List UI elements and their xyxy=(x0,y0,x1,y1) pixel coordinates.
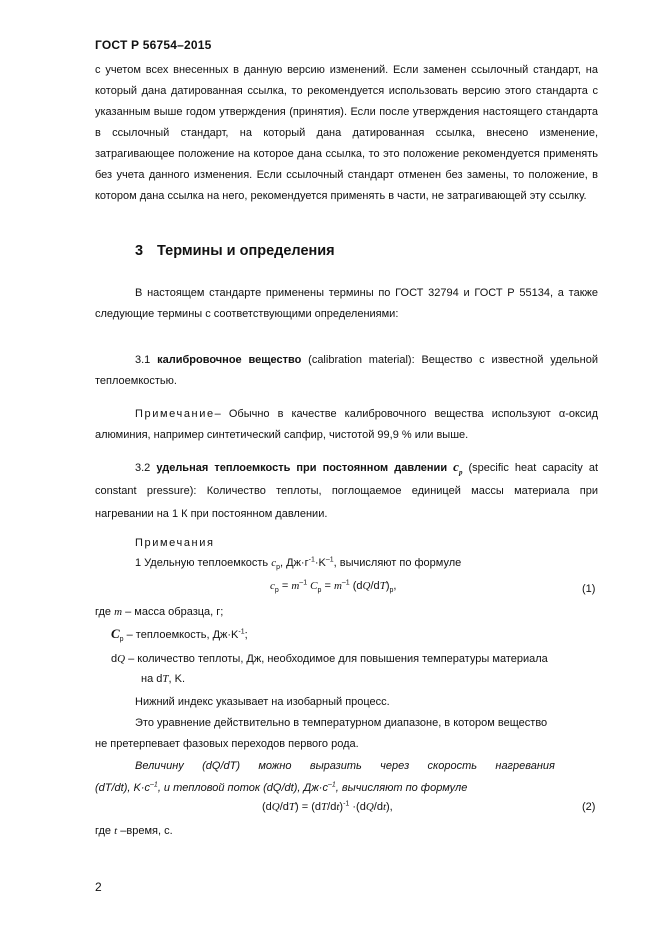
notes-heading: Примечания xyxy=(135,537,215,549)
equation-1: $c_p = m^{-1}$ $C_p = m^{-1}$ $(dQ/dT)_p$, xyxy=(270,579,397,595)
term-3-2-term: удельная теплоемкость при постоянном давлении xyxy=(156,462,448,474)
where-dQ-cont: на dT, K. xyxy=(141,673,186,685)
equation-1-number: (1) xyxy=(582,583,596,595)
note-3-1 xyxy=(95,404,598,446)
note-3-1-label: Примечание xyxy=(135,408,215,420)
where-t: где t –время, с. xyxy=(95,825,173,837)
where-dQ: dQ – количество теплоты, Дж, необходимое для повышения температуры материала xyxy=(111,653,548,665)
term-3-1-english: (calibration material) xyxy=(308,354,412,366)
equation-2-number: (2) xyxy=(582,801,596,813)
note-3-1-dash: – xyxy=(214,408,221,420)
where-m: где m – масса образца, г; xyxy=(95,606,224,618)
document-header: ГОСТ Р 56754–2015 xyxy=(95,38,212,52)
validity-line-1: Это уравнение действительно в температурном диапазоне, в котором вещество xyxy=(135,717,548,729)
term-3-2 xyxy=(95,455,598,526)
validity-line-2: не претерпевает фазовых переходов первого рода. xyxy=(95,738,359,750)
section-number: 3 xyxy=(135,243,144,259)
term-3-1 xyxy=(95,350,598,392)
section-title: Термины и определения xyxy=(157,243,335,259)
note-1: 1 Удельную теплоемкость $c_p$, $Дж\cdot г^{-1}\cdot K^{-1}$, вычисляют по формуле xyxy=(135,556,462,572)
note-3-1-text: Обычно в качестве калибровочного вещества используют α-оксид алюминия, например синтетический сапфир, чистотой 99,9 % или выше. xyxy=(95,408,598,441)
intro-paragraph: с учетом всех внесенных в данную версию изменений. Если заменен ссылочный стандарт, на который дана датированная ссылка, то рекомендуется использовать версию этого стандарта с указанным выше годом утверждения (принятия). Если после утверждения настоящего стандарта в ссылочный стандарт, на который дана датированная ссылка, внесено изменение, затрагивающее положение на которое дана ссылка, то это положение рекомендуется применять без учета данного изменения. Если ссылочный стандарт отменен без замены, то положение, в котором дана ссылка на него, рекомендуется применять в части, не затрагивающей эту ссылку. xyxy=(95,64,598,202)
term-3-1-term: калибровочное вещество xyxy=(157,354,302,366)
term-3-1-definition: : Вещество с известной удельной теплоемкостью. xyxy=(95,354,598,387)
section-heading xyxy=(135,243,335,259)
term-3-2-number: 3.2 xyxy=(135,462,151,474)
term-3-1-number: 3.1 xyxy=(135,354,151,366)
italic-line-2: (dT/dt), $K\cdot c^{-1}$, и тепловой поток (dQ/dt), $Дж\cdot c^{-1}$, вычисляют по формуле xyxy=(95,781,468,794)
where-Cp: $C_p$ – теплоемкость, $Дж\cdot K^{-1}$; xyxy=(111,626,248,644)
italic-line-1: Величину (dQ/dT) можно выразить через скорость нагревания xyxy=(135,760,555,772)
subscript-note: Нижний индекс указывает на изобарный процесс. xyxy=(135,696,390,708)
equation-2: $(dQ/dT) = (dT/dt)^{-1} \cdot(dQ/dt)$, xyxy=(262,800,393,813)
term-3-2-rest: capacity at constant pressure): Количество теплоты, поглощаемое единицей массы материала при нагревании на 1 К при постоянном давлении. xyxy=(95,462,599,520)
term-3-2-english: (specific heat xyxy=(468,462,537,474)
section-intro: В настоящем стандарте применены термины по ГОСТ 32794 и ГОСТ Р 55134, а также следующие термины с соответствующими определениями: xyxy=(95,287,598,320)
page-number: 2 xyxy=(95,880,102,894)
term-3-2-symbol: $c_p$ xyxy=(453,459,463,477)
